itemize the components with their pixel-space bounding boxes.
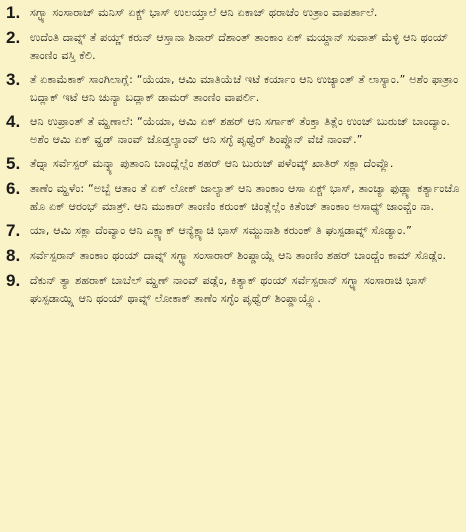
verse-number: 3. <box>6 70 21 89</box>
verse-item <box>6 27 460 65</box>
verse-item <box>6 270 460 308</box>
verse-item <box>6 153 460 174</box>
verse-text: ತೆದ್ನಾ ಸರ್ವೆಸ್ಪರ್ ಮನ್ಶ್ಯಾ ಪುತಾಂನಿ ಬಾಂದ್ಲೆಲ್ಲೆಂ ಶಹರ್ ಆನಿ ಬುರುಜ್ ಪಳೆಂವ್ಕ್ ಖಾತಿರ್ ಸಕ್ಲಾ ದೆಂವ್ಲೊ. <box>30 157 394 170</box>
verse-number: 2. <box>6 28 21 47</box>
verse-number: 7. <box>6 221 21 240</box>
verse-text: ತೆ ಏಕಾಮೆಕಾಕ್ ಸಾಂಗಿಲಾಗ್ಲೆ: “ಯೆಯಾ, ಆಮಿ ಮಾತಿಯೆಚೆ ಇಟೆ ಕರ್ಯಾಂ ಆನಿ ಉಜ್ಯಾಂತ್ ತೆ ಲಾಸ್ಯಾಂ.” ಅಶೆಂ ಫಾತ್ರಾಂ ಬದ್ಲಾಕ್ ಇಟೆ ಆನಿ ಚುನ್ಯಾ ಬದ್ಲಾಕ್ ಡಾಮರ್ ತಾಂಣಿಂ ವಾಪರ್ಲಿ. <box>30 73 459 104</box>
verse-item <box>6 2 460 23</box>
verse-number: 5. <box>6 154 21 173</box>
verse-number: 1. <box>6 3 21 22</box>
verse-text: ಆನಿ ಉಪ್ರಾಂತ್ ತೆ ಮ್ಹಣಾಲೆ: “ಯೆಯಾ, ಆಮಿ ಏಕ್ ಶಹರ್ ಆನಿ ಸರ್ಗಾಕ್ ತೆಂಕ್ತಾ ತಿತ್ಲೆಂ ಉಂಚ್ ಬುರುಜ್ ಬಾಂದ್ಯಾಂ. ಅಶೆಂ ಆಮಿ ಏಕ್ ವ್ಹಡ್ ನಾಂವ್ ಜೊಡ್ತಲ್ಯಾಂವ್ ಆನಿ ಸಗ್ಳೆ ಪೃಥ್ವೆರ್ ಶಿಂಪ್ಡೊನ್ ವೆಚೆ ನಾಂವ್.” <box>30 115 451 146</box>
verse-number: 6. <box>6 179 21 198</box>
verse-item <box>6 220 460 241</box>
verse-text: ಉದೆಂತಿ ದಾವ್ನ್ ತೆ ಪಯ್ಣ್ ಕರುನ್ ಆಸ್ತಾನಾ ಶಿನಾರ್ ದೆಶಾಂತ್ ತಾಂಕಾಂ ಏಕ್ ಮಯ್ದಾನ್ ಸುವಾತ್ ಮೆಳ್ಳಿ ಆನಿ ಥಂಯ್ ತಾಂಣಿಂ ವಸ್ತಿ ಕೆಲಿ. <box>30 31 449 62</box>
verse-text: ಯಾ, ಆಮಿ ಸಕ್ಲಾ ದೆಂವ್ಯಾಂ ಆನಿ ಎಕ್ಲ್ಯಾಕ್ ಆನ್ಯೆಕ್ಲ್ಯಾಚಿ ಭಾಸ್ ಸಮ್ಜುನಾಶಿ ಕರುಂಕ್ ತಿ ಘುಸ್ಪಡಾವ್ನ್ ಸೊಡ್ಯಾಂ.” <box>30 224 412 237</box>
verse-item <box>6 69 460 107</box>
verse-number: 9. <box>6 271 21 290</box>
verse-item <box>6 178 460 216</box>
verse-text: ಸಗ್ಳ್ಯಾ ಸಂಸಾರಾಚ್ ಮನಿಸ್ ಏಕ್ಚ್ ಭಾಸ್ ಉಲಯ್ತಾಲೆ ಆನಿ ಏಕಾಚ್ ಥರಾಚೆಂ ಉತ್ರಾಂ ವಾಪರ್ತಾಲೆ. <box>30 6 378 19</box>
verse-text: ಸರ್ವೆಸ್ಪರಾನ್ ತಾಂಕಾಂ ಥಂಯ್ ದಾವ್ನ್ ಸಗ್ಳ್ಯಾ ಸಂಸಾರಾರ್ ಶಿಂಪ್ಡಾಯ್ಲೆ ಆನಿ ತಾಂಣಿಂ ಶಹರ್ ಬಾಂದ್ಚೆಂ ಕಾಮ್ ಸೊಡ್ಲೆಂ. <box>30 249 447 262</box>
verse-text: ತಾಣೆಂ ಮ್ಹಳೆಂ: “ಅಬ್ಬೆ ಆತಾಂ ತೆ ಏಕ್ ಲೋಕ್ ಜಾಲ್ಯಾತ್ ಆನಿ ತಾಂಕಾಂ ಆಸಾ ಏಕ್ಚ್ ಭಾಸ್, ತಾಂಚ್ಯಾ ಫುಡ್ಲ್ಯಾ ಕರ್ತ್ಯಾಂಚೊ ಹೊ ಏಕ್ ಆರಂಭ್ ಮಾತ್ರ್. ಆನಿ ಮುಕಾರ್ ತಾಂಣಿಂ ಕರುಂಕ್ ಚಿಂತ್ಲೆಲ್ಲೆಂ ಕಿತೆಂಚ್ ತಾಂಕಾಂ ಅಸಾಧ್ಯ್ ಜಾಂವ್ಚೆಂ ನಾ. <box>30 182 460 213</box>
verse-item <box>6 111 460 149</box>
verse-number: 4. <box>6 112 21 131</box>
verse-number: 8. <box>6 246 21 265</box>
verse-item <box>6 245 460 266</box>
verse-text: ದೆಕುನ್ ತ್ಯಾ ಶಹರಾಕ್ ಬಾಬೆಲ್ ಮ್ಹಣ್ ನಾಂವ್ ಪಡ್ಲೆಂ, ಕಿತ್ಯಾಕ್ ಥಂಯ್ ಸರ್ವೆಸ್ಪರಾನ್ ಸಗ್ಳ್ಯಾ ಸಂಸಾರಾಚಿ ಭಾಸ್ ಘುಸ್ಪಡಾಯ್ಲ್ಲಿ ಆನಿ ಥಂಯ್ ಥಾವ್ನ್ ಲೋಕಾಕ್ ತಾಣೆಂ ಸಗ್ಳೆಂ ಪೃಥ್ವೆರ್ ಶಿಂಪ್ಡಾಯ್ಲ್ಲೊ. <box>30 274 428 305</box>
